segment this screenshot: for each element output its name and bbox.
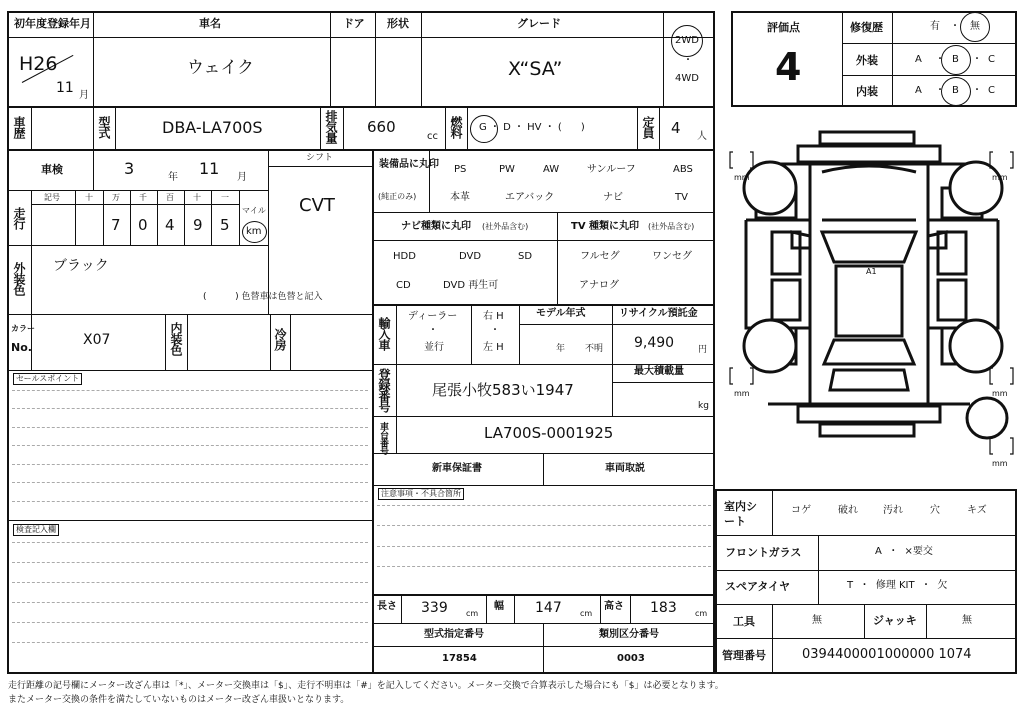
mm-label: mm: [992, 173, 1008, 182]
drive-2wd: 2WD: [675, 35, 699, 46]
spare-tire-options: T ・ 修理 KIT ・ 欠: [847, 580, 948, 591]
inspection-month-unit: 月: [237, 172, 247, 183]
repair-no: 無: [970, 21, 980, 32]
fuel-options: G ・ D ・ HV ・ ( ): [479, 122, 585, 133]
class-no-value: 0003: [617, 653, 645, 664]
width-value: 147: [535, 600, 562, 616]
seat-hole: 穴: [930, 505, 940, 516]
type-no-value: 17854: [442, 653, 477, 664]
inspection-month: 11: [199, 159, 220, 178]
int-c: C: [988, 85, 995, 96]
seat-burn: コゲ: [791, 505, 811, 516]
equip-ps: PS: [454, 164, 467, 175]
import-dot: ・: [428, 325, 438, 336]
max-load-label: 最大積載量: [634, 366, 684, 377]
shift-label: シフト: [306, 153, 334, 163]
mileage-h-100: 百: [166, 193, 174, 202]
ext-dot: ・: [935, 54, 945, 65]
displacement-label: 排気量: [324, 110, 338, 143]
model-year-unit: 年: [556, 344, 566, 354]
tools-value: 無: [812, 615, 822, 626]
recycle-unit: 円: [698, 345, 708, 355]
jack-label: ジャッキ: [873, 614, 917, 627]
seat-scratch: キズ: [967, 505, 987, 516]
warranty-label: 新車保証書: [432, 463, 482, 474]
inspection-year: 3: [124, 159, 135, 178]
capacity-value: 4: [671, 119, 681, 137]
nav-cd: CD: [396, 280, 411, 291]
repair-label: 修復歴: [850, 21, 883, 34]
interior-color-label: 内装色: [169, 322, 183, 355]
equip-pw: PW: [499, 164, 515, 175]
spare-tire-label: スペアタイヤ: [725, 580, 791, 593]
notes-label: 注意事項・不具合箇所: [378, 488, 464, 500]
mileage-digit: 5: [220, 216, 230, 234]
grade-value: X“SA”: [508, 58, 563, 80]
int-b: B: [952, 85, 959, 96]
int-dot: ・: [935, 85, 945, 96]
mm-label: mm: [992, 389, 1008, 398]
drive-dot: ・: [683, 55, 693, 66]
fuel-label: 燃料: [449, 116, 463, 138]
reg-month: 11: [56, 80, 74, 96]
interior-grade-label: 内装: [856, 85, 878, 98]
windshield-label: フロントガラス: [725, 546, 802, 559]
recycle-value: 9,490: [634, 335, 675, 351]
displacement-unit: cc: [427, 131, 438, 142]
door-label: ドア: [343, 17, 365, 30]
ext-c: C: [988, 54, 995, 65]
seat-stain: 汚れ: [883, 505, 903, 516]
management-no-value: 0394400001000000 1074: [802, 647, 972, 662]
int-dot2: ・: [972, 85, 982, 96]
interior-seat-label: 室内シート: [724, 500, 757, 529]
equip-navi: ナビ: [603, 192, 623, 203]
tv-analog: アナログ: [579, 280, 619, 291]
mileage-mile: マイル: [242, 206, 266, 215]
model-year-label: モデル年式: [536, 308, 586, 319]
class-no-label: 類別区分番号: [599, 629, 659, 640]
footer-note-1: 走行距離の記号欄にメーター改ざん車は「*」、メーター交換車は「$」、走行不明車は「#」を記入してください。メーター交換で合算表示した場合にも「$」は必要となります。: [8, 681, 724, 691]
mileage-digit: 7: [111, 216, 121, 234]
management-no-label: 管理番号: [722, 649, 766, 662]
ext-b: B: [952, 54, 959, 65]
mileage-h-code: 記号: [44, 193, 60, 202]
mileage-digit: 4: [165, 216, 175, 234]
ext-dot2: ・: [972, 54, 982, 65]
ext-a: A: [915, 54, 922, 65]
chassis-no-value: LA700S-0001925: [484, 424, 614, 442]
tv-fullseg: フルセグ: [580, 251, 620, 262]
mm-label: mm: [734, 173, 750, 182]
car-name: ウェイク: [187, 58, 254, 78]
equip-abs: ABS: [673, 164, 693, 175]
height-label: 高さ: [604, 601, 624, 612]
nav-dvd: DVD: [459, 251, 482, 262]
import-dot2: ・: [490, 325, 500, 336]
reg-year-label: 初年度登録年月: [14, 17, 91, 30]
max-load-unit: kg: [698, 401, 709, 411]
import-parallel: 並行: [424, 342, 444, 353]
width-unit: cm: [580, 609, 593, 618]
mm-label: mm: [992, 459, 1008, 468]
capacity-label: 定員: [641, 116, 655, 138]
inspection-label: 車検: [41, 163, 63, 176]
model-value: DBA-LA700S: [162, 118, 263, 137]
chassis-history-label: 車歴: [12, 116, 26, 138]
model-label: 型式: [97, 116, 111, 138]
color-code-label-bottom: No.: [11, 341, 32, 354]
equip-airbag: エアバック: [505, 192, 555, 203]
reg-month-unit: 月: [79, 90, 89, 101]
nav-sd: SD: [518, 251, 533, 262]
equip-aw: AW: [543, 164, 560, 175]
mileage-label: 走行: [12, 207, 26, 229]
car-damage-diagram: [726, 120, 1018, 480]
length-label: 長さ: [377, 601, 397, 612]
ac-label: 冷房: [273, 328, 287, 350]
sales-points-label: セールスポイント: [13, 373, 82, 385]
car-name-label: 車名: [199, 17, 221, 30]
import-left-h: 左 H: [483, 342, 504, 353]
seat-tear: 破れ: [838, 505, 858, 516]
type-no-label: 型式指定番号: [424, 629, 484, 640]
mileage-digit: 9: [193, 216, 203, 234]
tools-label: 工具: [733, 615, 755, 628]
nav-dvd-play: DVD 再生可: [443, 280, 499, 291]
registration-number: 尾張小牧583い1947: [432, 381, 574, 399]
drive-4wd: 4WD: [675, 73, 699, 84]
mileage-h-1k: 千: [139, 193, 147, 202]
chassis-no-label: 車台番号: [378, 422, 388, 454]
recycle-label: リサイクル預託金: [619, 308, 698, 319]
mm-label: mm: [734, 389, 750, 398]
mileage-h-1: 一: [221, 193, 229, 202]
int-a: A: [915, 85, 922, 96]
equipment-label: 装備品に丸印: [379, 159, 439, 170]
equip-tv: TV: [675, 192, 688, 203]
import-right-h: 右 H: [483, 311, 504, 322]
mileage-h-10: 十: [193, 193, 201, 202]
import-dealer: ディーラー: [408, 311, 458, 322]
equip-leather: 本革: [450, 192, 470, 203]
displacement-value: 660: [367, 118, 396, 136]
repair-dot: ・: [950, 21, 960, 32]
length-unit: cm: [466, 609, 479, 618]
nav-hdd: HDD: [393, 251, 416, 262]
length-value: 339: [421, 600, 448, 616]
color-code-value: X07: [83, 332, 111, 348]
capacity-unit: 人: [697, 131, 707, 142]
repair-yes: 有: [930, 21, 940, 32]
inspector-notes-label: 検査記入欄: [13, 524, 59, 536]
windshield-options: A ・ ×要交: [875, 546, 933, 557]
color-code-label-top: カラー: [11, 324, 35, 333]
equipment-sublabel: (純正のみ): [378, 192, 417, 201]
jack-value: 無: [962, 615, 972, 626]
score-value: 4: [775, 45, 802, 89]
exterior-color-label: 外装色: [12, 262, 26, 295]
mileage-km: km: [246, 226, 262, 237]
tv-type-sub: (社外品含む): [648, 222, 695, 231]
inspection-year-unit: 年: [168, 172, 178, 183]
footer-note-2: またメーター交換の条件を満たしていないものはメーター改ざん車扱いとなります。: [8, 695, 350, 705]
nav-type-label: ナビ種類に丸印: [401, 221, 471, 232]
score-label: 評価点: [767, 21, 800, 34]
tv-oneseg: ワンセグ: [652, 251, 692, 262]
exterior-color-value: ブラック: [53, 258, 109, 274]
shift-value: CVT: [299, 195, 335, 216]
reg-era: H26: [19, 53, 58, 75]
tv-type-label: TV 種類に丸印: [571, 221, 640, 232]
mileage-h-100k: 十: [85, 193, 93, 202]
mileage-h-10k: 万: [112, 193, 120, 202]
exterior-grade-label: 外装: [856, 54, 878, 67]
damage-mark-a1: A1: [866, 267, 877, 276]
width-label: 幅: [494, 601, 504, 612]
color-change-note: ( ) 色替車は色替と記入: [203, 292, 323, 302]
model-year-unknown: 不明: [585, 344, 604, 354]
grade-label: グレード: [517, 17, 561, 30]
shape-label: 形状: [387, 17, 409, 30]
registration-label: 登録番号: [377, 368, 391, 412]
height-value: 183: [650, 600, 677, 616]
mileage-digit: 0: [138, 216, 148, 234]
import-label: 輸入車: [377, 317, 391, 350]
nav-type-sub: (社外品含む): [482, 222, 529, 231]
height-unit: cm: [695, 609, 708, 618]
main-form-frame: [7, 11, 715, 674]
equip-sunroof: サンルーフ: [587, 164, 636, 175]
manual-label: 車両取説: [605, 463, 645, 474]
